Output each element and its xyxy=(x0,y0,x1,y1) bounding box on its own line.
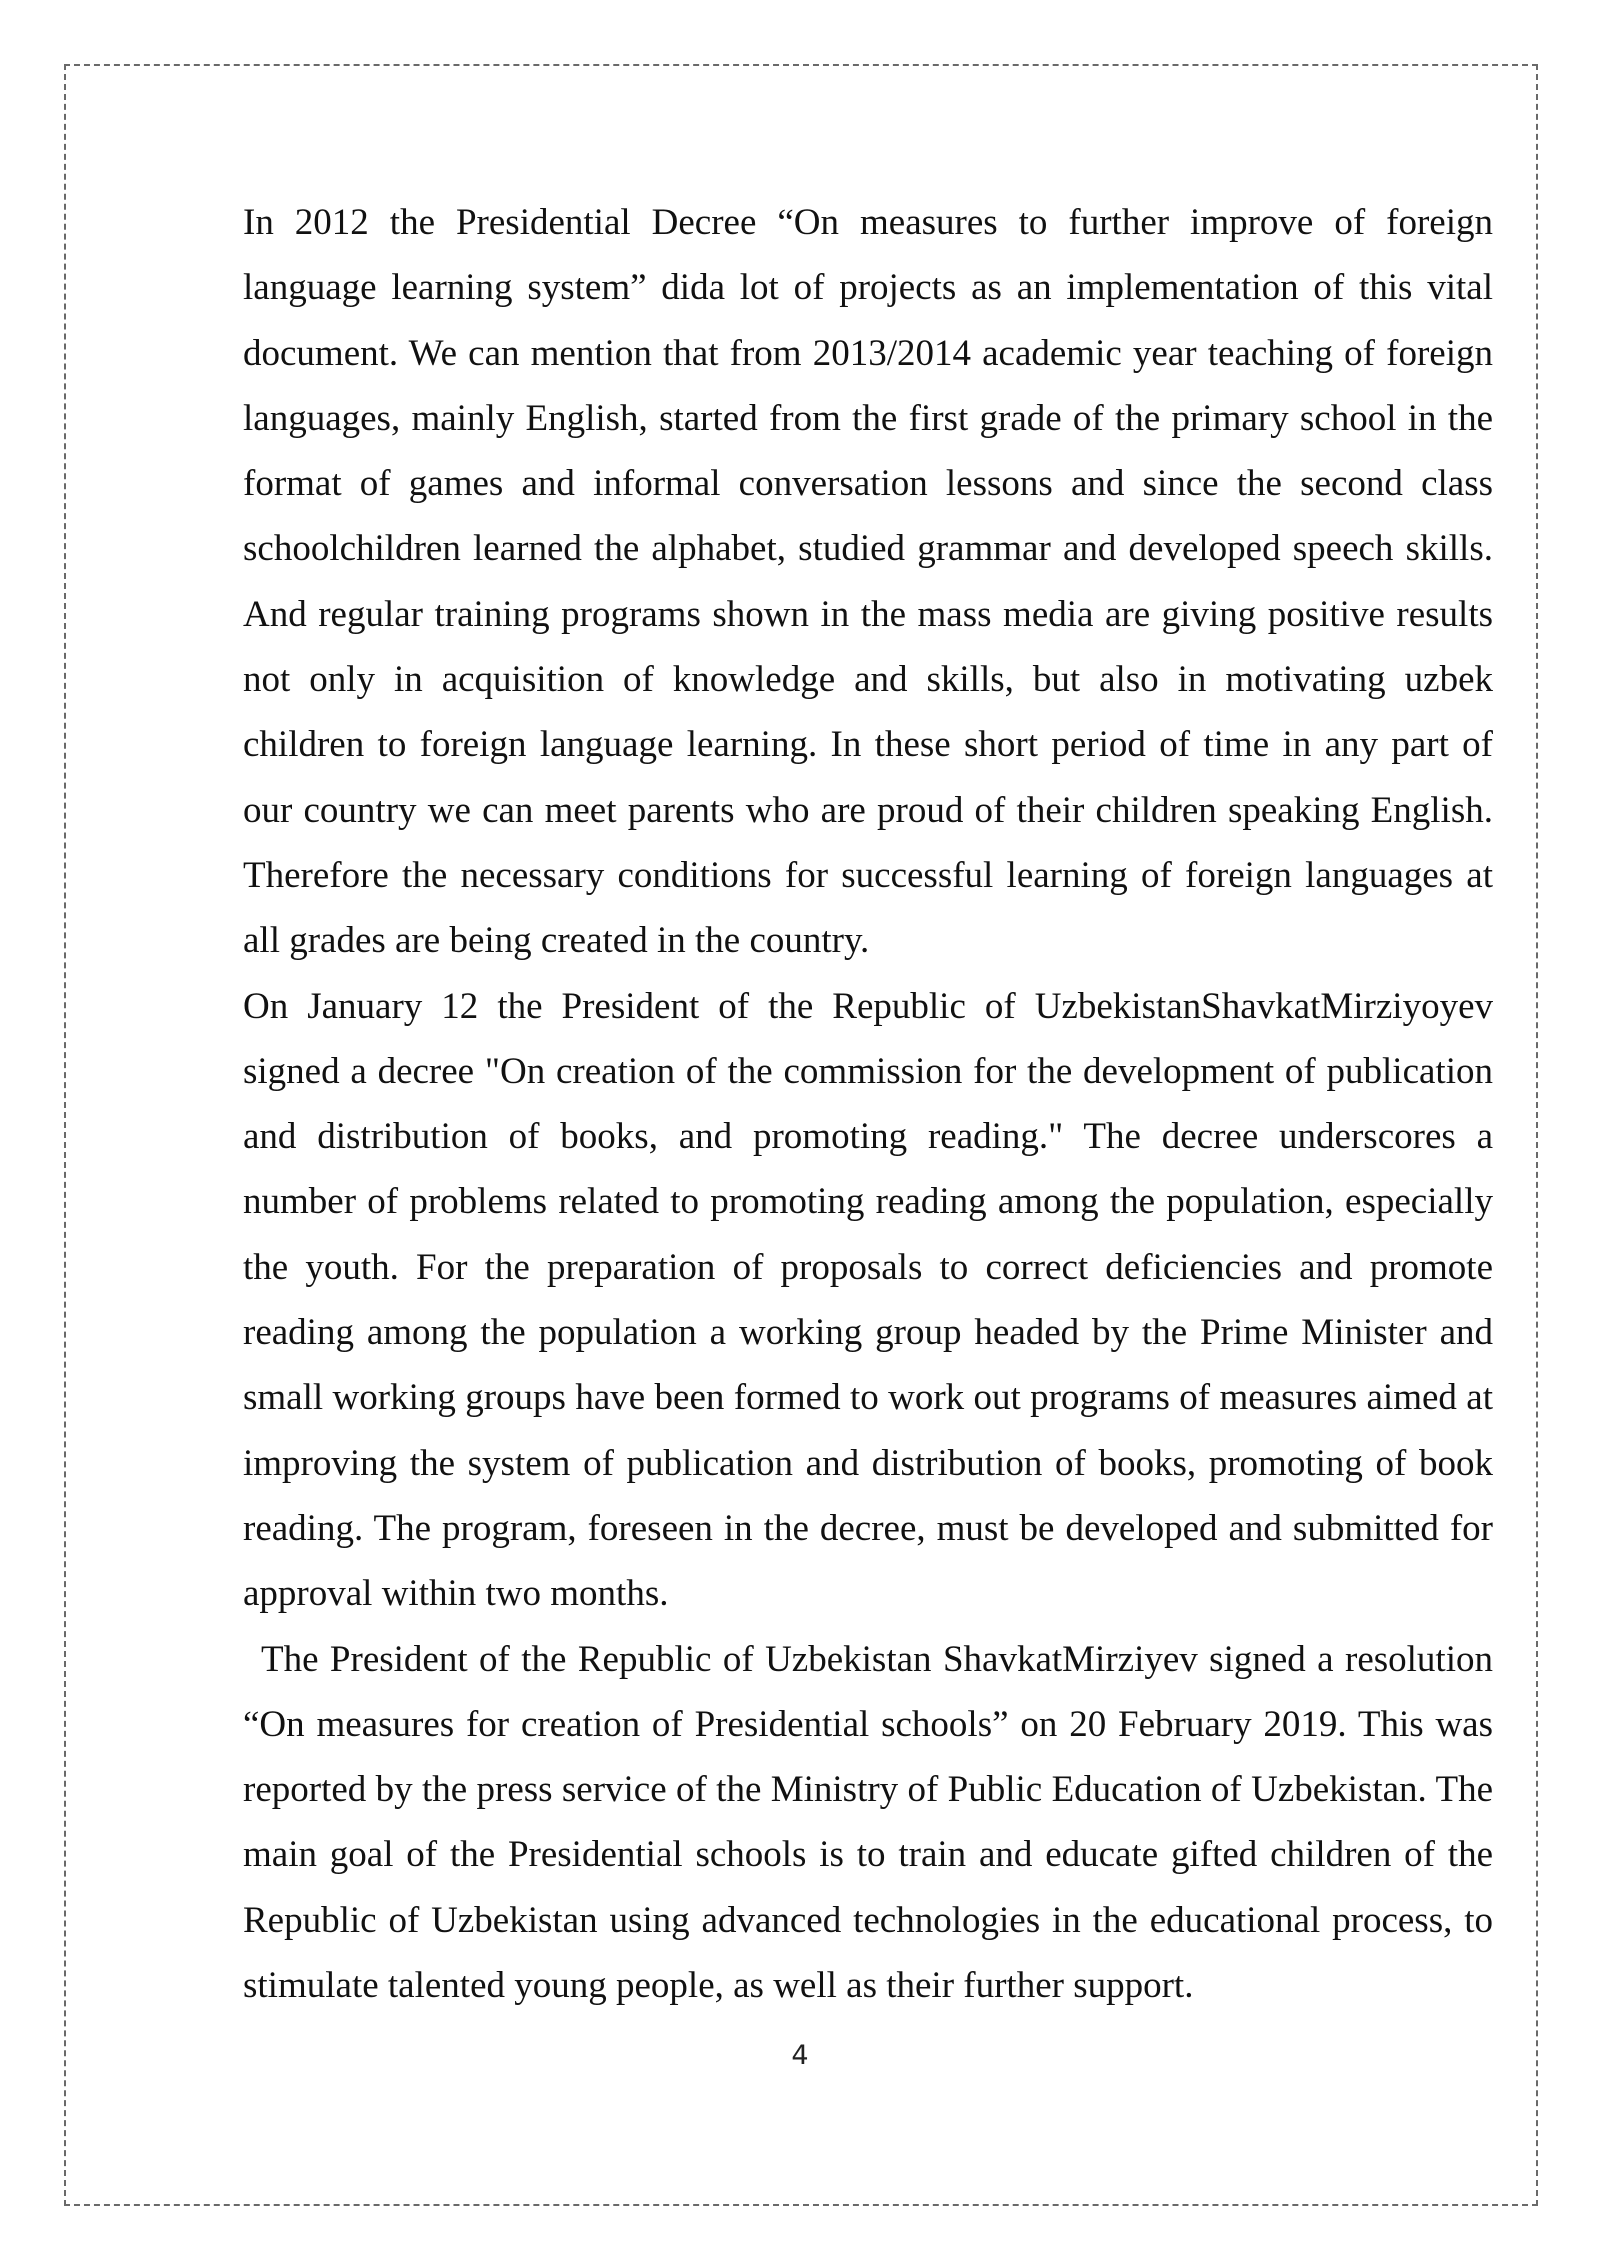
page-number: 4 xyxy=(791,2040,809,2071)
document-body xyxy=(243,190,1493,2018)
paragraph-presidential-schools-resolution: The President of the Republic of Uzbekistan ShavkatMirziyev signed a resolution “On measures for creation of Presidential schools” on 20 February 2019. This was reported by the press service of the Ministry of Public Education of Uzbekistan. The main goal of the Presidential schools is to train and educate gifted children of the Republic of Uzbekistan using advanced technologies in the educational process, to stimulate talented young people, as well as their further support. xyxy=(243,1638,1493,2007)
paragraph-foreign-language-decree: In 2012 the Presidential Decree “On measures to further improve of foreign language learning system” dida lot of projects as an implementation of this vital document. We can mention that from 2013/2014 academic year teaching of foreign languages, mainly English, started from the first grade of the primary school in the format of games and informal conversation lessons and since the second class schoolchildren learned the alphabet, studied grammar and developed speech skills. And regular training programs shown in the mass media are giving positive results not only in acquisition of knowledge and skills, but also in motivating uzbek children to foreign language learning. In these short period of time in any part of our country we can meet parents who are proud of their children speaking English. Therefore the necessary conditions for successful learning of foreign languages at all grades are being created in the country. xyxy=(243,202,1493,962)
paragraph-reading-commission-decree: On January 12 the President of the Republic of UzbekistanShavkatMirziyoyev signed a decree "On creation of the commission for the development of publication and distribution of books, and promoting reading." The decree underscores a number of problems related to promoting reading among the population, especially the youth. For the preparation of proposals to correct deficiencies and promote reading among the population a working group headed by the Prime Minister and small working groups have been formed to work out programs of measures aimed at improving the system of publication and distribution of books, promoting of book reading. The program, foreseen in the decree, must be developed and submitted for approval within two months. xyxy=(243,985,1493,1615)
